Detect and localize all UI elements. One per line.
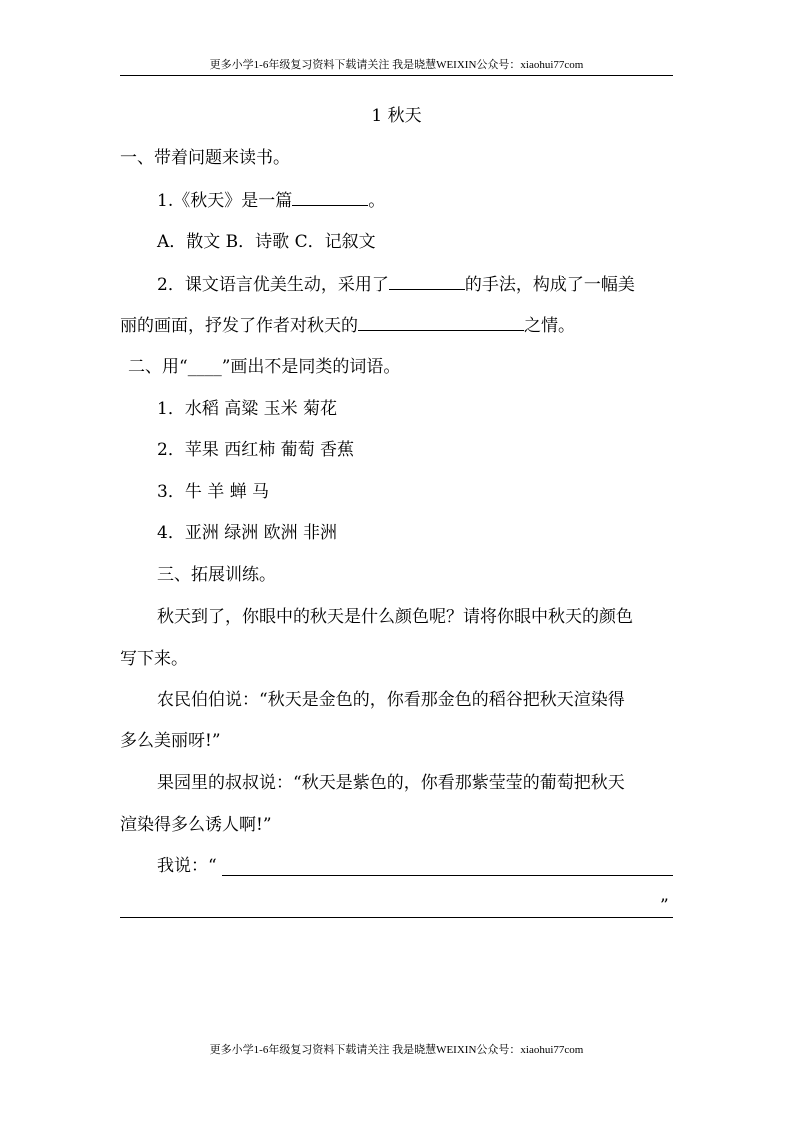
word-group-2[interactable]: 2．苹果 西红柿 葡萄 香蕉 <box>157 440 355 460</box>
answer-blank[interactable] <box>292 189 368 206</box>
farmer-quote-line2: 多么美丽呀!” <box>120 731 221 751</box>
question-2-line2-prefix: 丽的画面，抒发了作者对秋天的 <box>120 316 358 336</box>
word-group-1[interactable]: 1．水稻 高粱 玉米 菊花 <box>157 399 338 419</box>
intro-line2: 写下来。 <box>120 649 188 669</box>
my-answer-prefix: 我说：“ <box>157 856 217 876</box>
uncle-quote-line2: 渲染得多么诱人啊!” <box>120 815 272 835</box>
question-1-options: A．散文 B．诗歌 C．记叙文 <box>157 232 376 252</box>
word-group-4[interactable]: 4．亚洲 绿洲 欧洲 非洲 <box>157 523 338 543</box>
my-answer-line-1[interactable] <box>222 875 673 876</box>
header-divider <box>120 75 673 76</box>
section2-heading: 二、用“____”画出不是同类的词语。 <box>128 357 401 377</box>
my-answer-line-2[interactable] <box>120 917 673 918</box>
question-2-prefix: 2．课文语言优美生动，采用了 <box>157 275 389 295</box>
question-2-line1 <box>157 273 635 296</box>
answer-blank[interactable] <box>389 273 465 290</box>
question-1-suffix: 。 <box>368 191 386 211</box>
farmer-quote-line1: 农民伯伯说：“秋天是金色的，你看那金色的稻谷把秋天渲染得 <box>157 690 625 710</box>
page-header: 更多小学1-6年级复习资料下载请关注 我是晓慧WEIXIN公众号：xiaohui77com <box>209 59 584 71</box>
question-2-line2-suffix: 之情。 <box>524 316 575 336</box>
question-1-prefix: 1.《秋天》是一篇 <box>157 191 293 211</box>
uncle-quote-line1: 果园里的叔叔说：“秋天是紫色的，你看那紫莹莹的葡萄把秋天 <box>157 773 625 793</box>
question-1 <box>157 189 385 212</box>
section3-heading: 三、拓展训练。 <box>157 565 276 585</box>
page-footer: 更多小学1-6年级复习资料下载请关注 我是晓慧WEIXIN公众号：xiaohui77com <box>209 1044 584 1056</box>
page-title: 1 秋天 <box>371 106 422 126</box>
question-2-suffix: 的手法，构成了一幅美 <box>464 275 635 295</box>
section1-heading: 一、带着问题来读书。 <box>120 148 290 168</box>
my-answer-close-quote: ” <box>660 896 669 916</box>
question-2-line2 <box>120 314 575 337</box>
answer-blank[interactable] <box>358 314 524 331</box>
word-group-3[interactable]: 3．牛 羊 蝉 马 <box>157 482 270 502</box>
intro-line1: 秋天到了，你眼中的秋天是什么颜色呢？请将你眼中秋天的颜色 <box>157 607 633 627</box>
